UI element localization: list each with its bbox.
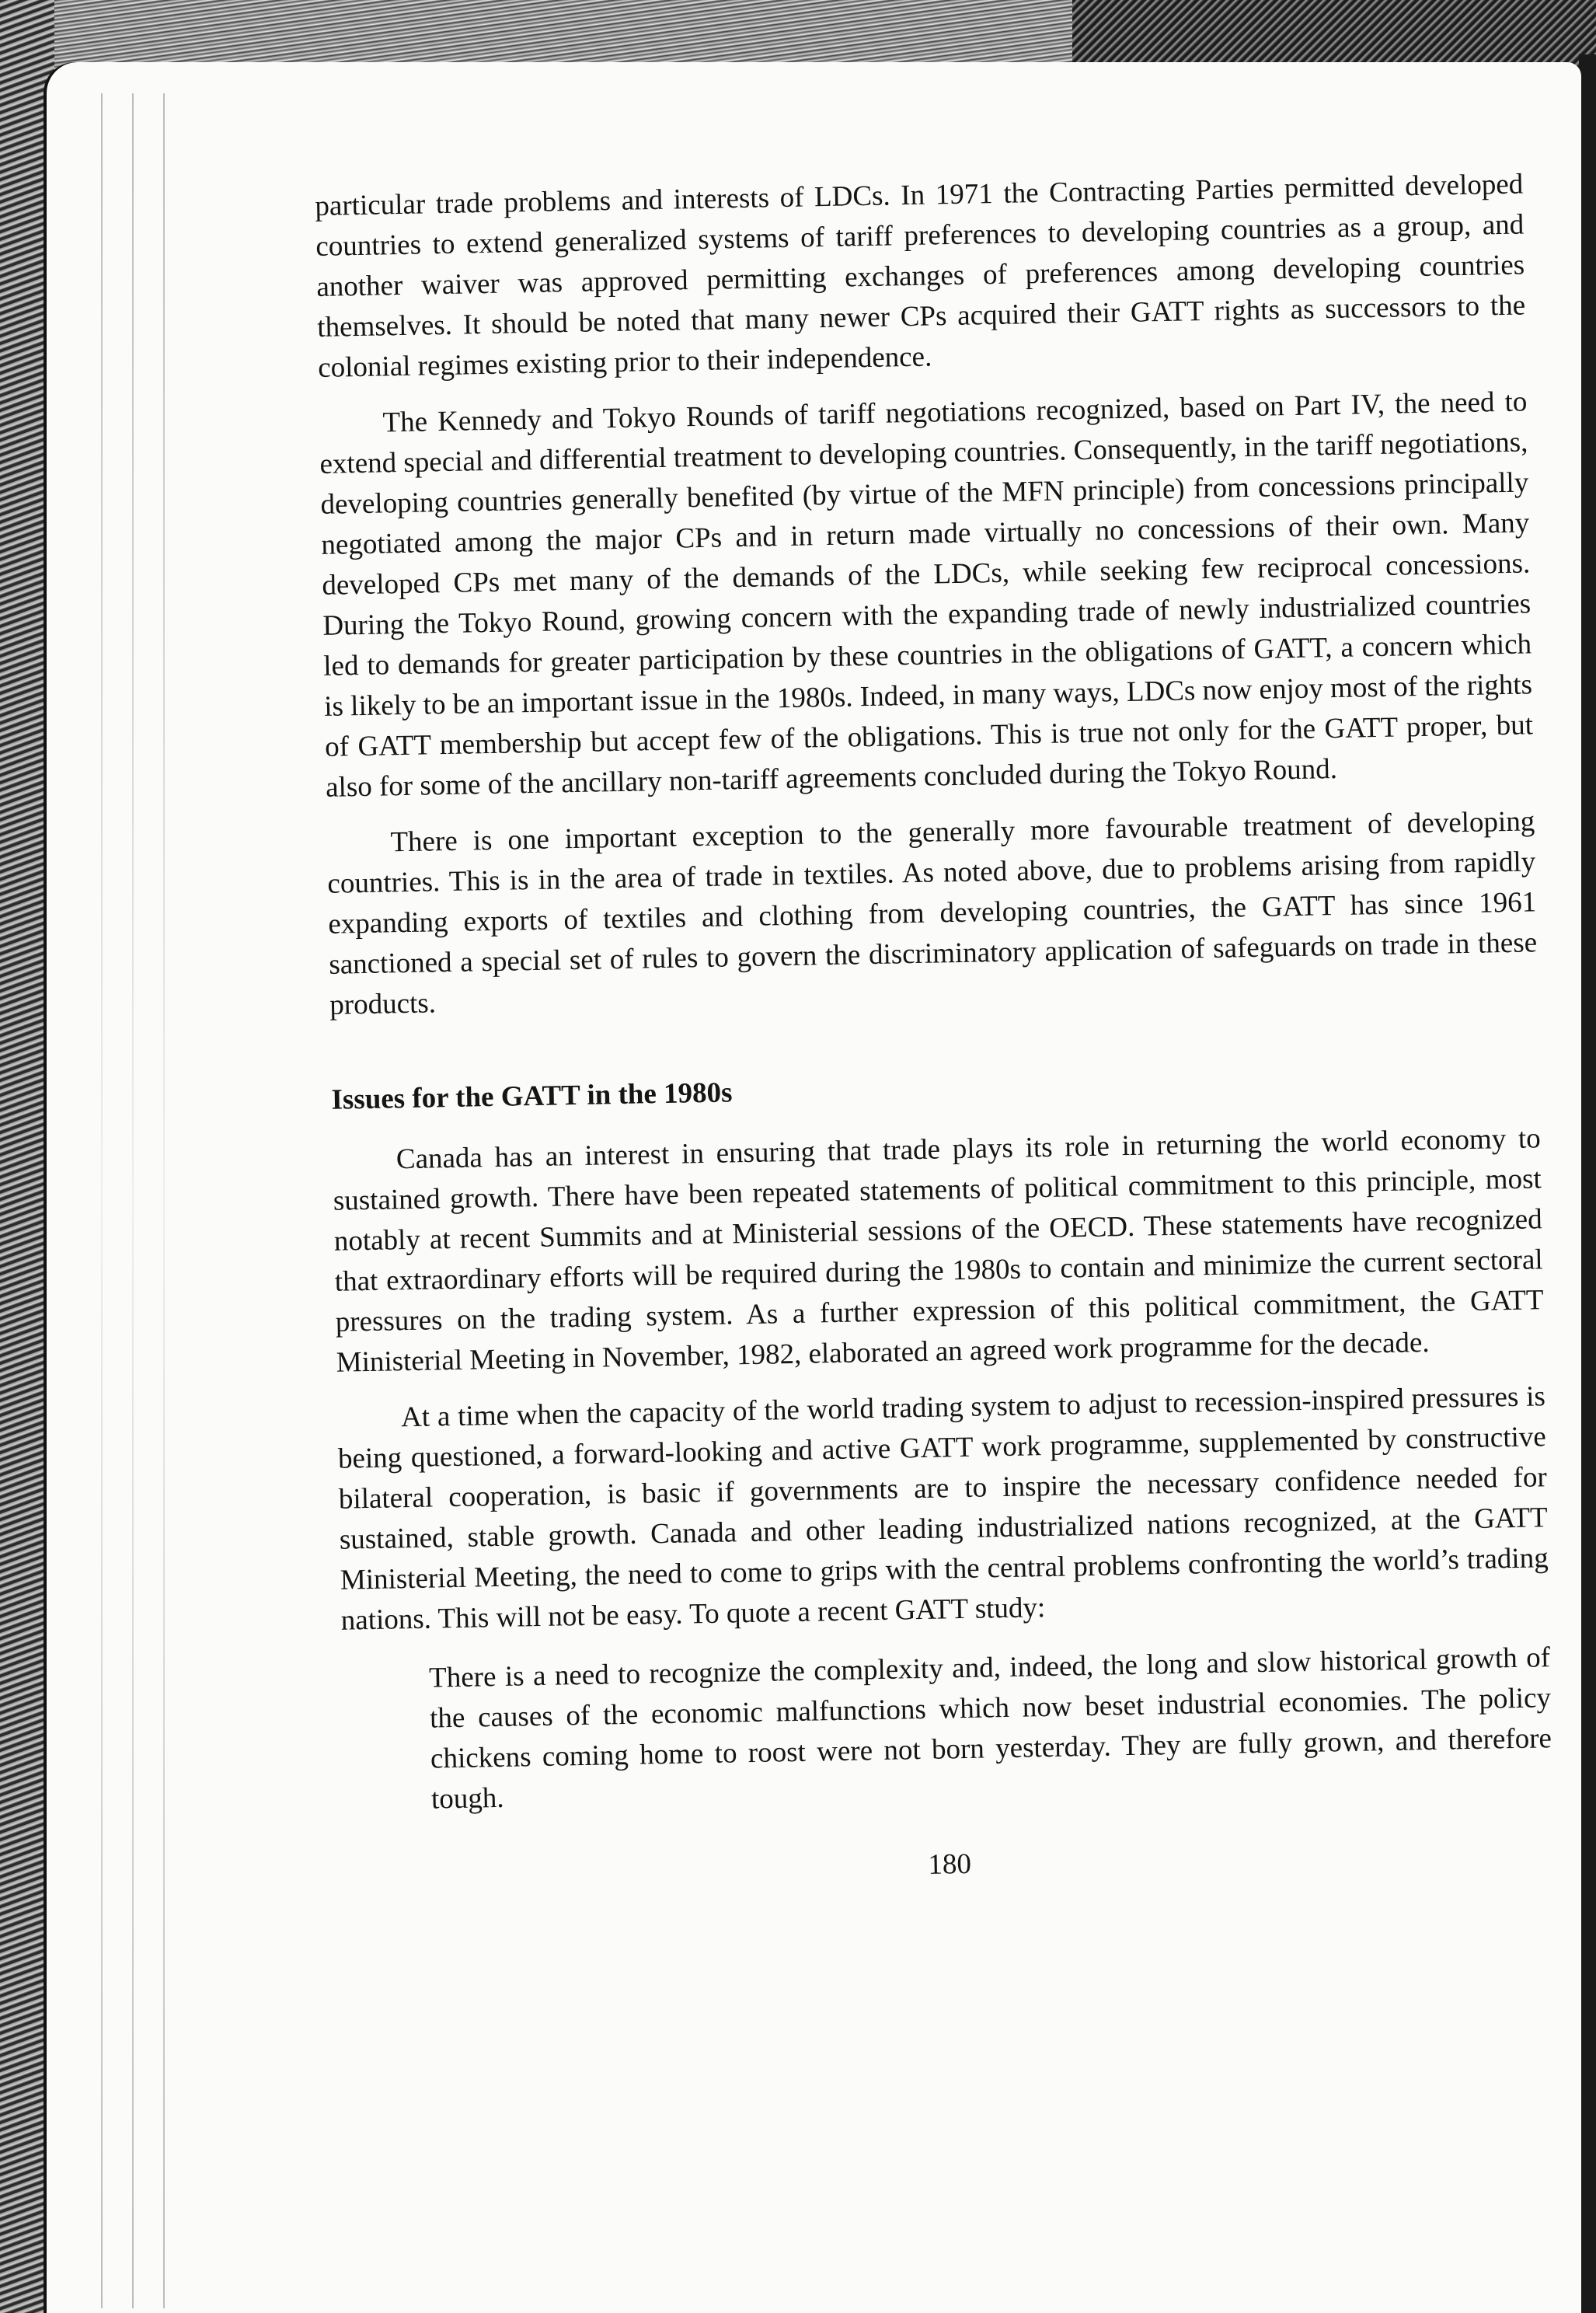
gutter-line	[101, 93, 103, 2308]
paragraph-ldc-preferences: particular trade problems and interests of LDCs. In 1971 the Contracting Parties permitted developed countries to extend generalized systems of tariff preferences to developing countries as a group, and another waiver was approved permitting exchanges of preferences among developing countries themselves. It should be noted that many newer CPs acquired their GATT rights as successors to the colonial regimes existing prior to their independence.	[315, 168, 1526, 384]
paragraph-kennedy-tokyo-rounds: The Kennedy and Tokyo Rounds of tariff negotiations recognized, based on Part IV, the need to extend special and differential treatment to developing countries. Consequently, in the tariff negotiations, developing countries generally benefited (by virtue of the MFN principle) from concessions principally negotiated among the major CPs and in return made virtually no concessions of their own. Many developed CPs met many of the demands of the LDCs, while seeking few reciprocal concessions. During the Tokyo Round, growing concern with the expanding trade of newly industrialized countries led to demands for greater participation by these countries in the obligations of GATT, a concern which is likely to be an important issue in the 1980s. Indeed, in many ways, LDCs now enjoy most of the rights of GATT membership but accept few of the obligations. This is true not only for the GATT proper, but also for some of the ancillary non-tariff agreements concluded during the Tokyo Round.	[319, 386, 1534, 804]
section-heading: Issues for the GATT in the 1980s	[331, 1076, 733, 1116]
block-quote-gatt-study: There is a need to recognize the complexity and, indeed, the long and slow historical growth of the causes of the economic malfunctions which now beset industrial economies. The policy chickens coming home to roost were not born yesterday. They are fully grown, and therefore tough.	[428, 1641, 1552, 1816]
right-page-edge	[1579, 54, 1596, 2313]
gutter-line	[132, 93, 134, 2308]
gutter-line	[163, 93, 165, 2308]
page-number: 180	[928, 1847, 972, 1881]
paragraph-work-programme: At a time when the capacity of the world trading system to adjust to recession-inspired pressures is being questioned, a forward-looking and active GATT work programme, supplemented by constructive bilateral cooperation, is basic if governments are to inspire the necessary confidence needed for sustained, stable growth. Canada and other leading industrialized nations recognized, at the GATT Ministerial Meeting, the need to come to grips with the central problems confronting the world’s trading nations. This will not be easy. To quote a recent GATT study:	[337, 1380, 1549, 1637]
paragraph-canada-interest: Canada has an interest in ensuring that trade plays its role in returning the world economy to sustained growth. There have been repeated statements of political commitment to this principle, most notably at recent Summits and at Ministerial sessions of the OECD. These statements have recognized that extraordinary efforts will be required during the 1980s to contain and minimize the current sectoral pressures on the trading system. As a further expression of this political commitment, the GATT Ministerial Meeting in November, 1982, elaborated an agreed work programme for the decade.	[333, 1122, 1544, 1379]
paragraph-textiles-exception: There is one important exception to the generally more favourable treatment of developing countries. This is in the area of trade in textiles. As noted above, due to problems arising from rapidly expanding exports of textiles and clothing from developing countries, the GATT has since 1961 sanctioned a special set of rules to govern the discriminatory application of safeguards on trade in these products.	[327, 805, 1538, 1021]
page-text-block	[315, 165, 1554, 1896]
